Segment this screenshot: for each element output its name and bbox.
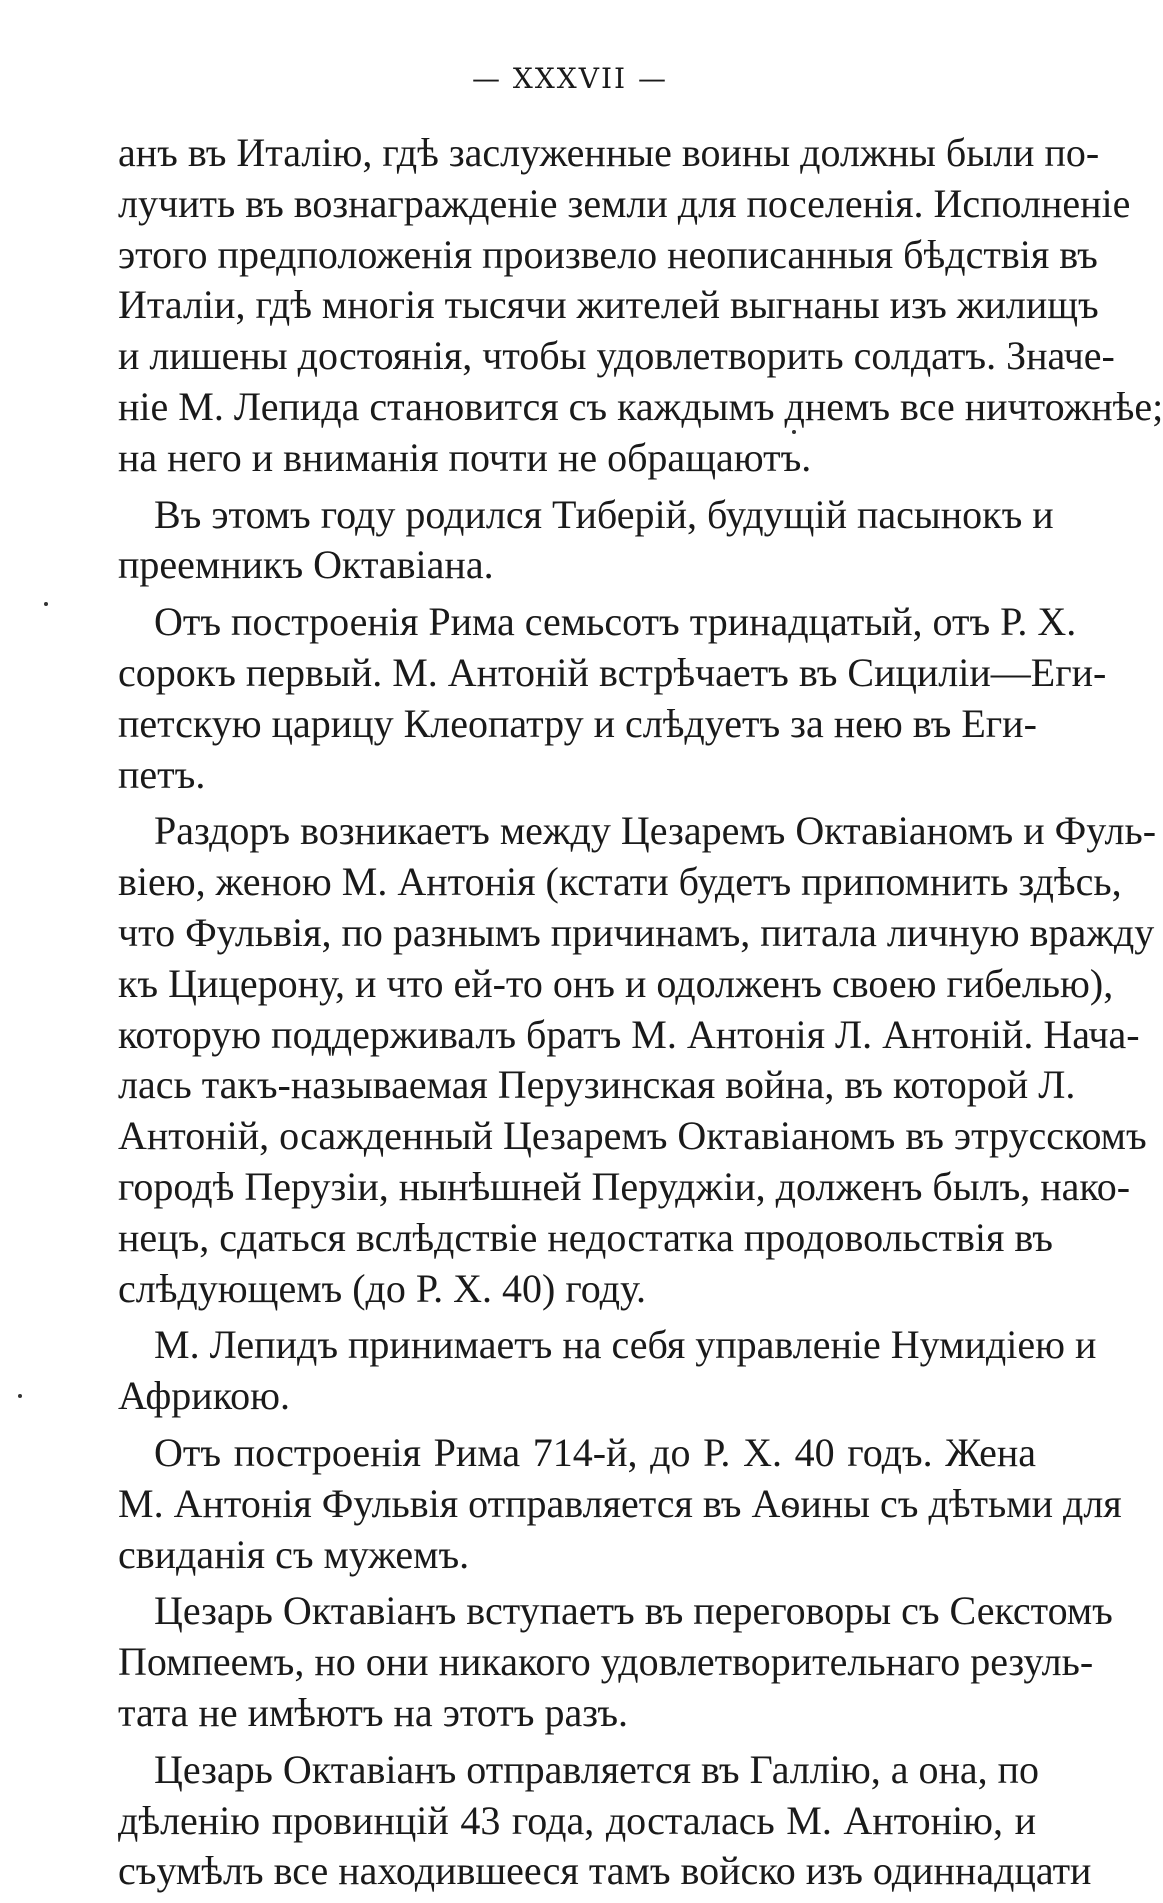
page-number-header: — XXXVII —	[472, 62, 668, 95]
text-line: что Фульвія, по разнымъ причинамъ, питала личную вражду	[118, 909, 1155, 955]
text-line: лучить въ вознагражденіе земли для поселенія. Исполненіе	[118, 180, 1131, 226]
print-speck	[18, 1394, 22, 1398]
body-text	[118, 128, 1163, 1903]
text-line: лась такъ-называемая Перузинская война, въ которой Л.	[118, 1062, 1076, 1108]
text-line: съумѣлъ все находившееся тамъ войско изъ одиннадцати	[118, 1848, 1092, 1894]
text-line: ніе М. Лепида становится съ каждымъ днемъ все ничтожнѣе;	[118, 383, 1163, 429]
text-line: преемникъ Октавіана.	[118, 542, 494, 588]
print-speck	[792, 430, 796, 434]
paragraph-2	[118, 490, 1054, 592]
text-line: петъ.	[118, 751, 206, 797]
text-line: слѣдующемъ (до Р. Х. 40) году.	[118, 1265, 646, 1311]
text-line: Цезарь Октавіанъ вступаетъ въ переговоры съ Секстомъ	[154, 1588, 1113, 1634]
text-line: анъ въ Италію, гдѣ заслуженные воины должны были по-	[118, 130, 1100, 175]
paragraph-4	[118, 806, 1157, 1314]
text-line: дѣленію провинцій 43 года, досталась М. Антонію, и	[118, 1797, 1036, 1843]
text-line: свиданія съ мужемъ.	[118, 1531, 470, 1577]
text-line: М. Антонія Фульвія отправляется въ Аѳины съ дѣтьми для	[118, 1480, 1122, 1526]
paragraph-8	[118, 1745, 1092, 1897]
text-line: нецъ, сдаться вслѣдствіе недостатка продовольствія въ	[118, 1214, 1053, 1260]
paragraph-7	[118, 1586, 1113, 1738]
text-line: Антоній, осажденный Цезаремъ Октавіаномъ въ этрусскомъ	[118, 1113, 1147, 1159]
paragraph-5	[118, 1320, 1097, 1422]
text-line: віею, женою М. Антонія (кстати будетъ припомнить здѣсь,	[118, 859, 1122, 905]
text-line: Раздоръ возникаетъ между Цезаремъ Октавіаномъ и Фуль-	[154, 808, 1157, 854]
text-line: къ Цицерону, и что ей-то онъ и одолженъ своею гибелью),	[118, 960, 1114, 1006]
text-line: М. Лепидъ принимаетъ на себя управленіе Нумидіею и	[154, 1322, 1097, 1368]
print-speck	[44, 602, 48, 606]
text-line: тата не имѣютъ на этотъ разъ.	[118, 1689, 628, 1735]
text-line: на него и вниманія почти не обращаютъ.	[118, 434, 812, 480]
paragraph-3	[118, 597, 1107, 800]
text-line: Отъ построенія Рима семьсотъ тринадцатый, отъ Р. Х.	[154, 599, 1077, 645]
text-line: Цезарь Октавіанъ отправляется въ Галлію, а она, по	[154, 1746, 1040, 1792]
text-line: этого предположенія произвело неописанныя бѣдствія въ	[118, 231, 1098, 277]
text-line: Отъ построенія Рима 714-й, до Р. Х. 40 годъ. Жена	[154, 1429, 1036, 1475]
text-line: сорокъ первый. М. Антоній встрѣчаетъ въ Сициліи—Еги-	[118, 649, 1107, 695]
paragraph-6	[118, 1428, 1122, 1580]
text-line: и лишены достоянія, чтобы удовлетворить солдатъ. Значе-	[118, 333, 1115, 379]
text-line: петскую царицу Клеопатру и слѣдуетъ за нею въ Еги-	[118, 700, 1037, 746]
text-line: Помпеемъ, но они никакого удовлетворительнаго резуль-	[118, 1639, 1094, 1685]
text-line: городѣ Перузіи, нынѣшней Перуджіи, долженъ былъ, нако-	[118, 1163, 1131, 1209]
text-line: которую поддерживалъ братъ М. Антонія Л. Антоній. Нача-	[118, 1011, 1140, 1057]
text-line: Италіи, гдѣ многія тысячи жителей выгнаны изъ жилищъ	[118, 282, 1099, 328]
text-line: Африкою.	[118, 1373, 290, 1419]
paragraph-1	[118, 128, 1163, 484]
text-line: Въ этомъ году родился Тиберій, будущій пасынокъ и	[154, 491, 1054, 537]
